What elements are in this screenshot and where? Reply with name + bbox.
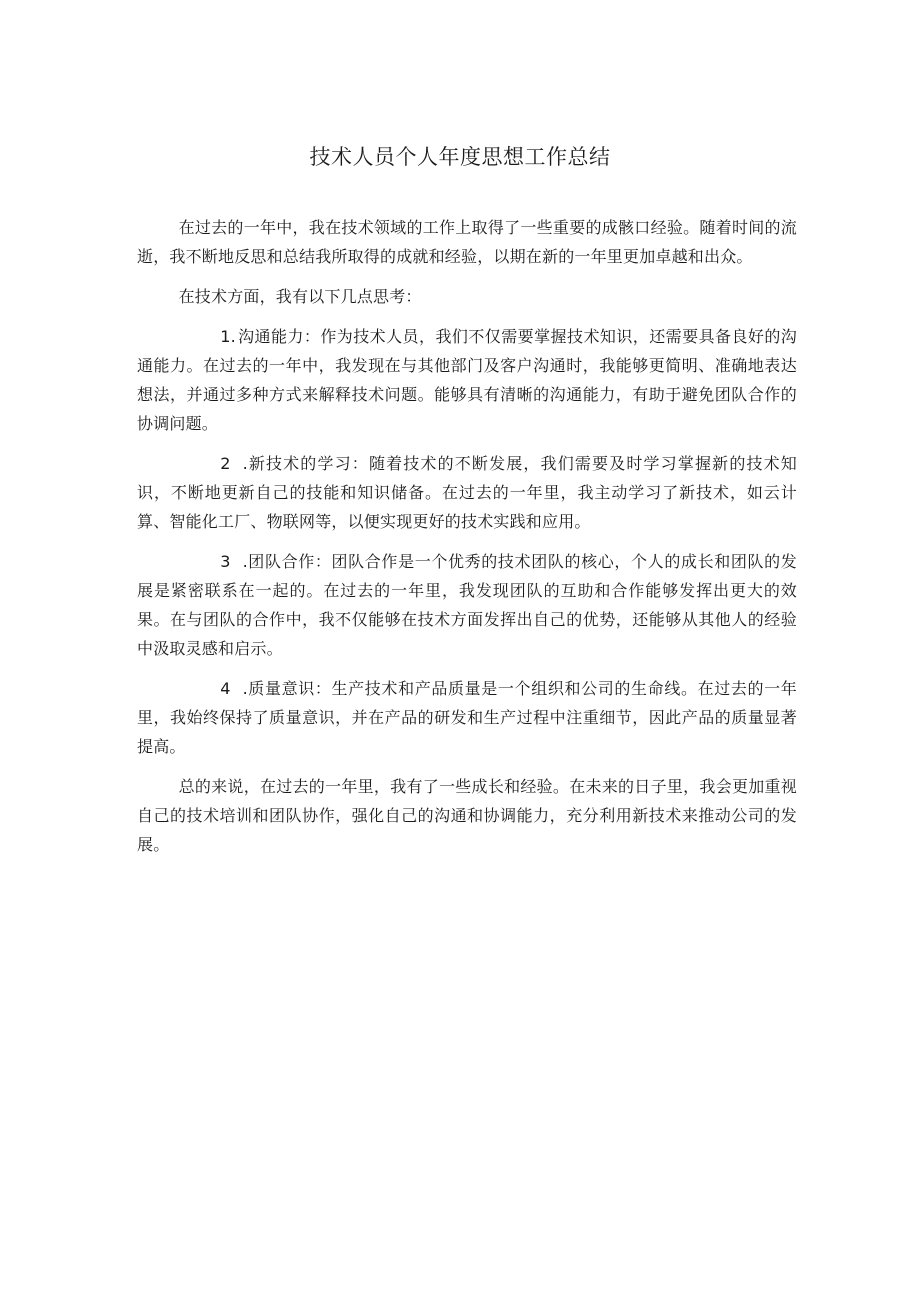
document-body: [137, 213, 797, 870]
list-item-number: 2: [220, 454, 231, 473]
list-item-teamwork: [137, 547, 797, 663]
list-item-number: 4: [220, 679, 231, 698]
list-item-text: .质量意识：生产技术和产品质量是一个组织和公司的生命线。在过去的一年里，我始终保持了质量意识，并在产品的研发和生产过程中注重细节，因此产品的质量显著提高。: [137, 679, 797, 756]
list-item-number: 3: [220, 552, 231, 571]
list-item-text: .新技术的学习：随着技术的不断发展，我们需要及时学习掌握新的技术知识，不断地更新自己的技能和知识储备。在过去的一年里，我主动学习了新技术，如云计算、智能化工厂、物联网等，以便实现更好的技术实践和应用。: [137, 454, 797, 531]
list-item-communication: [137, 322, 797, 438]
list-item-text: .团队合作：团队合作是一个优秀的技术团队的核心，个人的成长和团队的发展是紧密联系在一起的。在过去的一年里，我发现团队的互助和合作能够发挥出更大的效果。在与团队的合作中，我不仅能够在技术方面发挥出自己的优势，还能够从其他人的经验中汲取灵感和启示。: [137, 552, 797, 658]
technical-thoughts-paragraph: 在技术方面，我有以下几点思考：: [178, 287, 422, 306]
list-item-number: 1.: [220, 327, 236, 346]
list-item-quality: [137, 674, 797, 761]
document-title: 技术人员个人年度思想工作总结: [309, 145, 611, 169]
conclusion-paragraph: 总的来说，在过去的一年里，我有了一些成长和经验。在未来的日子里，我会更加重视自己的技术培训和团队协作，强化自己的沟通和协调能力，充分利用新技术来推动公司的发展。: [137, 777, 797, 854]
intro-paragraph: 在过去的一年中，我在技术领域的工作上取得了一些重要的成骸口经验。随着时间的流逝，我不断地反思和总结我所取得的成就和经验，以期在新的一年里更加卓越和出众。: [137, 218, 797, 266]
list-item-new-tech: [137, 449, 797, 536]
list-item-text: 沟通能力：作为技术人员，我们不仅需要掌握技术知识，还需要具备良好的沟通能力。在过去的一年中，我发现在与其他部门及客户沟通时，我能够更简明、准确地表达想法，并通过多种方式来解释技术问题。能够具有清晰的沟通能力，有助于避免团队合作的协调问题。: [137, 327, 797, 433]
